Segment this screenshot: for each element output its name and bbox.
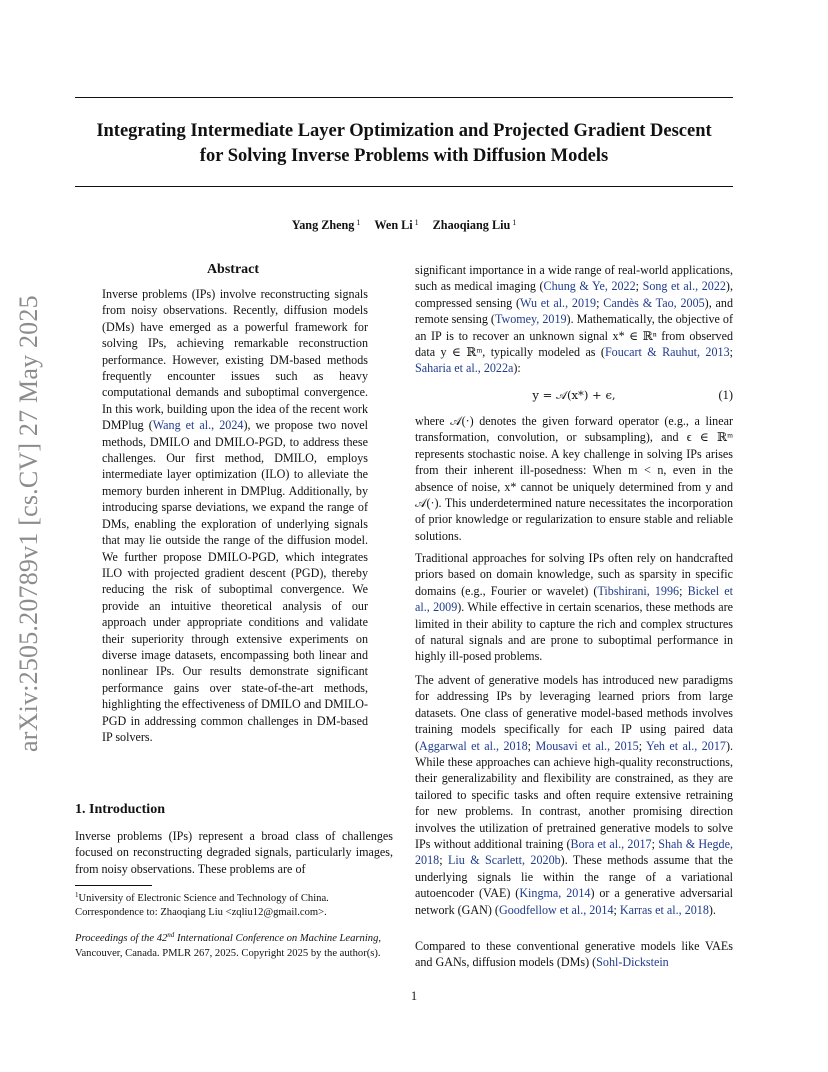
proceedings-number: 42 <box>156 933 168 944</box>
abstract-heading: Abstract <box>206 262 260 277</box>
proceedings-text: International Conference on Machine Learning <box>174 933 379 944</box>
right-paragraph-3 <box>415 550 733 665</box>
citation-link[interactable]: Aggarwal et al., 2018 <box>419 738 528 753</box>
body-text: Traditional approaches for solving IPs often rely on handcrafted priors based on domain knowledge, such as sparsity in specific domains (e.g., Fourier or wavelet) ( <box>415 551 733 598</box>
body-text: The advent of generative models has introduced new paradigms for addressing IPs by leveraging learned priors from large datasets. One class of generative model-based methods involves training models specifically for each IP using paired data ( <box>415 673 733 753</box>
author-name: Wen Li <box>374 218 413 232</box>
citation-link[interactable]: Yeh et al., 2017 <box>646 738 726 753</box>
body-text: ). While effective in certain scenarios, these methods are limited in their ability to capture the rich and complex structures of natural signals and are prone to suboptimal performance in highly ill-posed problems. <box>415 600 733 664</box>
footnote-mark: 1 <box>75 891 79 899</box>
footnote-correspondence: Correspondence to: Zhaoqiang Liu <zqliu12@gmail.com>. <box>75 907 327 918</box>
intro-paragraph: Inverse problems (IPs) represent a broad class of challenges focused on reconstructing degraded signals, particularly images, from noisy observations. These problems are of <box>75 829 393 876</box>
title-line-2: for Solving Inverse Problems with Diffusion Models <box>199 146 609 166</box>
equation-number: (1) <box>718 388 733 402</box>
citation-link[interactable]: Kingma, 2014 <box>519 886 591 901</box>
citation-link[interactable]: Candès & Tao, 2005 <box>603 295 705 310</box>
body-text: ), compressed sensing ( <box>415 279 733 310</box>
citation-link[interactable]: Goodfellow et al., 2014 <box>498 902 614 917</box>
citation-link[interactable]: Foucart & Rauhut, 2013 <box>604 345 730 360</box>
body-text: ). Mathematically, the objective of an IP is to recover an unknown signal x* ∈ ℝⁿ from observed data y ∈ ℝᵐ, typically modeled as ( <box>415 312 734 360</box>
author-affiliation: 1 <box>356 218 361 227</box>
author-name: Yang Zheng <box>291 218 355 232</box>
citation-link[interactable]: Song et al., 2022 <box>642 279 726 294</box>
body-text: ; <box>613 902 620 917</box>
proceedings-text: Proceedings of the <box>75 933 157 944</box>
citation-link[interactable]: Liu & Scarlett, 2020b <box>447 853 561 868</box>
author-name: Zhaoqiang Liu <box>432 218 511 232</box>
footnote-affiliation: University of Electronic Science and Technology of China. <box>78 893 329 904</box>
right-paragraph-1 <box>415 262 733 377</box>
citation-link[interactable]: Twomey, 2019 <box>494 312 567 327</box>
title-rule-bottom <box>75 186 733 187</box>
citation-link[interactable]: Tibshirani, 1996 <box>597 583 680 598</box>
body-text: ; <box>439 853 448 868</box>
right-paragraph-2: where 𝒜(·) denotes the given forward operator (e.g., a linear transformation, convolution, or subsampling), and ϵ ∈ ℝᵐ represents stochastic noise. A key challenge in solving IPs arises from their inherent ill-posedness: When m < n, even in the absence of noise, x* cannot be uniquely determined from y and 𝒜(·). This underdetermined nature necessitates the incorporation of prior knowledge or regularization to ensure stable and reliable solutions. <box>415 414 733 543</box>
citation-link[interactable]: Mousavi et al., 2015 <box>535 738 639 753</box>
arxiv-stamp: arXiv:2505.20789v1 [cs.CV] 27 May 2025 <box>14 295 43 752</box>
abstract-body <box>102 286 368 745</box>
right-paragraph-5 <box>415 938 733 971</box>
title-rule-top <box>75 97 733 98</box>
citation-link[interactable]: Bickel et al., 2009 <box>415 583 733 615</box>
citation-link[interactable]: Bora et al., 2017 <box>570 837 652 852</box>
proceedings-text: , Vancouver, Canada. PMLR 267, 2025. Copyright 2025 by the author(s). <box>75 933 382 959</box>
title-line-1: Integrating Intermediate Layer Optimization and Projected Gradient Descent <box>96 121 712 141</box>
equation-1 <box>415 386 733 404</box>
body-text: ). <box>708 902 716 917</box>
abstract-text: Inverse problems (IPs) involve reconstructing signals from noisy observations. Recently, diffusion models (DMs) have emerged as a powerful framework for solving IPs, achieving remarkable reconstruction performance. However, existing DM-based methods frequently encounter issues such as heavy computational demands and suboptimal convergence. In this work, building upon the idea of the recent work DMPlug ( <box>102 287 368 433</box>
author-affiliation: 1 <box>512 218 517 227</box>
footnote-rule <box>75 885 152 886</box>
body-text: Compared to these conventional generative models like VAEs and GANs, diffusion models (DMs) ( <box>415 939 733 970</box>
proceedings-note <box>75 928 395 961</box>
citation-link[interactable]: Karras et al., 2018 <box>619 902 709 917</box>
section-heading-introduction: 1. Introduction <box>75 802 165 817</box>
author-list <box>75 215 733 233</box>
abstract-text: ), we propose two novel methods, DMILO and DMILO-PGD, to address these challenges. Our first method, DMILO, employs intermediate layer optimization (ILO) to alleviate the memory burden inherent in DMPlug. Additionally, by introducing sparse deviations, we expand the range of DMs, enabling the exploration of underlying signals that may lie outside the range of the diffusion model. We further propose DMILO-PGD, which integrates ILO with projected gradient descent (PGD), thereby reducing the risk of suboptimal convergence. We provide an intuitive theoretical analysis of our approach under appropriate conditions and validate their superiority through extensive experiments on diverse image datasets, encompassing both linear and nonlinear IPs. Our results demonstrate significant performance gains over state-of-the-art methods, highlighting the effectiveness of DMILO and DMILO-PGD in addressing common challenges in DM-based IP solvers. <box>102 418 369 744</box>
page-number: 1 <box>410 989 418 1003</box>
affiliation-footnote <box>75 888 395 920</box>
body-text: ; <box>638 738 647 753</box>
citation-link[interactable]: Chung & Ye, 2022 <box>543 279 636 294</box>
body-text: ) or a generative adversarial network (GAN) ( <box>415 886 734 917</box>
body-text: ; <box>679 583 688 598</box>
author-affiliation: 1 <box>414 218 419 227</box>
body-text: ). While these approaches can achieve high-quality reconstructions, their generalizability and flexibility are constrained, as they are tailored to specific tasks and often require extensive retraining for new problems. In contrast, another promising direction involves the utilization of pretrained generative models to solve IPs without additional training ( <box>415 738 733 852</box>
body-text: significant importance in a wide range of real-world applications, such as medical imaging ( <box>415 263 733 294</box>
equation-expression: y = 𝒜(x*) + ϵ, <box>532 388 616 402</box>
citation-link[interactable]: Sohl-Dickstein <box>596 955 669 970</box>
body-text: ). These methods assume that the underlying signals lie within the range of a variational autoencoder (VAE) ( <box>415 853 734 901</box>
body-text: ; <box>635 279 643 294</box>
body-text: ), and remote sensing ( <box>415 295 733 327</box>
citation-link[interactable]: Wu et al., 2019 <box>520 295 597 310</box>
proceedings-ordinal: nd <box>167 931 175 939</box>
citation-link[interactable]: Wang et al., 2024 <box>152 418 244 433</box>
right-paragraph-4 <box>415 672 733 918</box>
body-text: ): <box>513 361 521 376</box>
body-text: ; <box>596 295 604 310</box>
body-text: ; <box>651 837 659 852</box>
body-text: ; <box>729 345 733 360</box>
body-text: ; <box>527 738 536 753</box>
paper-title <box>75 119 733 169</box>
citation-link[interactable]: Saharia et al., 2022a <box>415 361 514 376</box>
citation-link[interactable]: Shah & Hegde, 2018 <box>415 837 733 868</box>
